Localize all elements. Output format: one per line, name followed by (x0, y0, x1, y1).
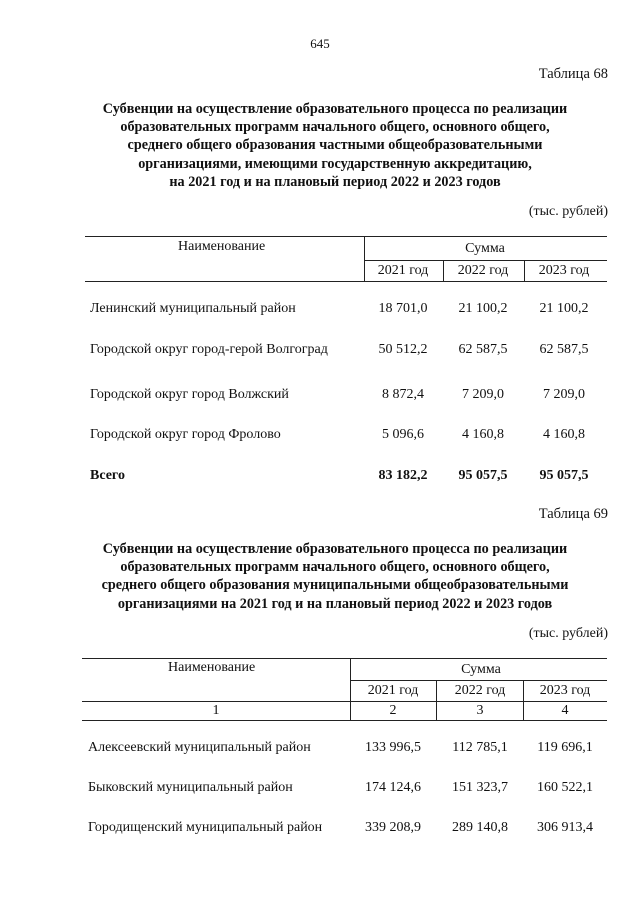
table-69-header-year: 2021 год (367, 683, 419, 698)
table-68-sum-rule (364, 260, 607, 261)
row-value: 4 160,8 (543, 427, 585, 442)
row-value: 339 208,9 (365, 820, 421, 835)
row-value: 18 701,0 (378, 301, 428, 316)
row-name: Городищенский муниципальный район (88, 820, 323, 835)
table-69-numbers-rule (82, 720, 607, 721)
table-69-units: (тыс. рублей) (528, 626, 608, 641)
row-value: 21 100,2 (539, 301, 589, 316)
table-69-col-number: 3 (476, 703, 484, 718)
row-name: Городской округ город Фролово (90, 427, 281, 442)
table-69-header-rule (82, 701, 607, 702)
row-name: Ленинский муниципальный район (90, 301, 296, 316)
table-68-title-line: на 2021 год и на плановый период 2022 и 2023 годов (169, 173, 501, 190)
table-68-header-year: 2022 год (457, 263, 509, 278)
table-68-header-sum: Сумма (465, 241, 505, 256)
row-value: 289 140,8 (452, 820, 508, 835)
row-value: 306 913,4 (537, 820, 593, 835)
row-value: 133 996,5 (365, 740, 421, 755)
table-69-header-year: 2023 год (539, 683, 591, 698)
table-68-title-line: Субвенции на осуществление образовательного процесса по реализации (102, 101, 568, 117)
total-value: 95 057,5 (458, 468, 508, 483)
row-value: 5 096,6 (382, 427, 424, 442)
table-68-label: Таблица 68 (538, 66, 608, 82)
row-name: Быковский муниципальный район (88, 780, 293, 795)
table-69-top-rule (82, 658, 607, 659)
row-value: 119 696,1 (537, 740, 593, 755)
table-69-label: Таблица 69 (538, 506, 608, 522)
total-value: 83 182,2 (378, 468, 428, 483)
total-value: 95 057,5 (539, 468, 589, 483)
table-69-col-number: 1 (212, 703, 220, 718)
table-68-header-bottom-rule (85, 281, 607, 282)
table-69-title-line: Субвенции на осуществление образовательного процесса по реализации (102, 541, 568, 557)
table-69-col-number: 4 (561, 703, 569, 718)
table-68-divider (524, 260, 525, 281)
row-name: Городской округ город Волжский (90, 387, 289, 402)
table-69-title-line: образовательных программ начального общего, основного общего, (120, 559, 550, 576)
table-69-header-sum: Сумма (461, 662, 501, 677)
row-value: 21 100,2 (458, 301, 508, 316)
row-value: 7 209,0 (543, 387, 585, 402)
table-69-sum-rule (350, 680, 607, 681)
table-68-title-line: среднего общего образования частными общеобразовательными (127, 137, 543, 154)
page-number: 645 (310, 36, 330, 51)
row-value: 62 587,5 (458, 342, 508, 357)
table-69-title-line: организациями на 2021 год и на плановый период 2022 и 2023 годов (117, 595, 553, 612)
row-value: 8 872,4 (382, 387, 424, 402)
row-name: Городской округ город-герой Волгоград (90, 342, 328, 357)
table-68-header-name: Наименование (178, 239, 266, 254)
row-value: 174 124,6 (365, 780, 421, 795)
table-68-title-line: образовательных программ начального общего, основного общего, (120, 119, 550, 136)
table-69-title-line: среднего общего образования муниципальными общеобразовательными (101, 577, 569, 594)
row-value: 151 323,7 (452, 780, 508, 795)
row-value: 112 785,1 (452, 740, 508, 755)
table-68-title-line: организациями, имеющими государственную аккредитацию, (138, 155, 532, 172)
table-69-title (70, 540, 600, 613)
row-value: 160 522,1 (537, 780, 593, 795)
table-69-header-name: Наименование (168, 660, 256, 675)
table-69-header-year: 2022 год (454, 683, 506, 698)
row-value: 50 512,2 (378, 342, 428, 357)
table-68-header-year: 2023 год (538, 263, 590, 278)
row-value: 7 209,0 (462, 387, 504, 402)
row-value: 4 160,8 (462, 427, 504, 442)
table-68-units: (тыс. рублей) (528, 204, 608, 219)
table-68-title (70, 100, 600, 191)
table-68-top-rule (85, 236, 607, 237)
table-69-col-number: 2 (389, 703, 397, 718)
row-name: Алексеевский муниципальный район (88, 740, 311, 755)
table-68-header-year: 2021 год (377, 263, 429, 278)
row-value: 62 587,5 (539, 342, 589, 357)
total-label: Всего (90, 468, 125, 483)
